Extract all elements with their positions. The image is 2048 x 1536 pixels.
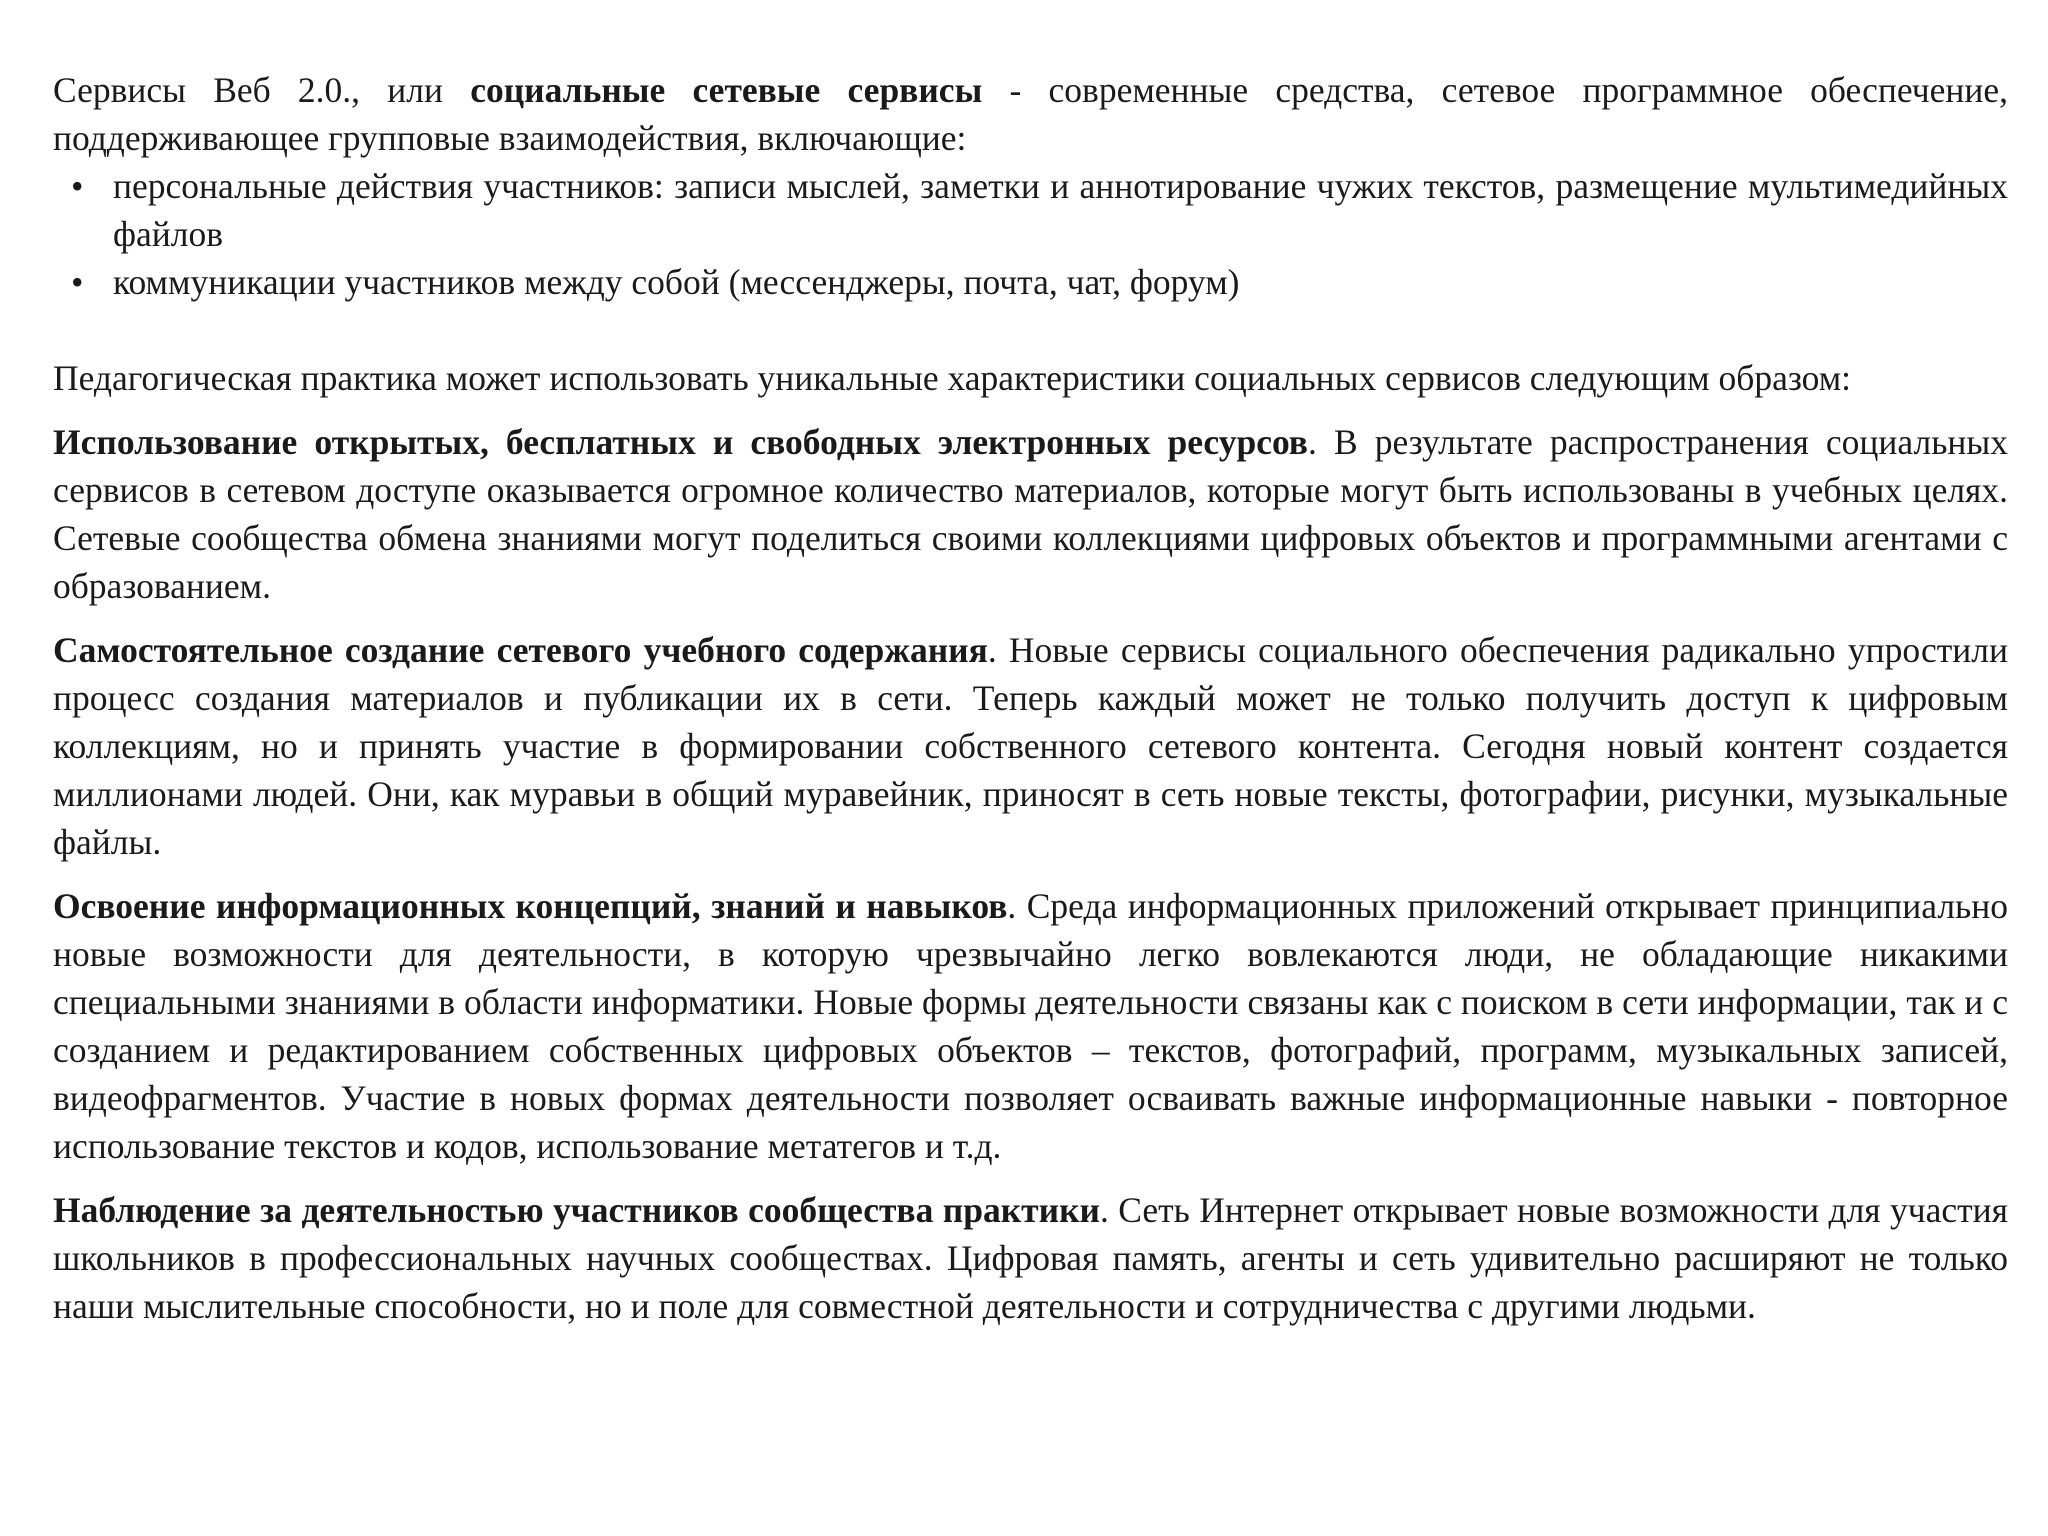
spacer bbox=[53, 866, 2008, 882]
bullet-icon: • bbox=[71, 262, 84, 302]
list-item-text: коммуникации участников между собой (мессенджеры, почта, чат, форум) bbox=[113, 262, 1240, 302]
list-item bbox=[53, 162, 2008, 258]
section-title: Использование открытых, бесплатных и свободных электронных ресурсов bbox=[53, 422, 1308, 462]
section-body: . Среда информационных приложений открывает принципиально новые возможности для деятельности, в которую чрезвычайно легко вовлекаются люди, не обладающие никакими специальными знаниями в области информатики. Новые формы деятельности связаны как с поиском в сети информации, так и с созданием и редактированием собственных цифровых объектов – текстов, фотографий, программ, музыкальных записей, видеофрагментов. Участие в новых формах деятельности позволяет осваивать важные информационные навыки - повторное использование текстов и кодов, использование метатегов и т.д. bbox=[53, 886, 2008, 1166]
section-paragraph-information-skills bbox=[53, 882, 2008, 1170]
list-item-text: персональные действия участников: записи мыслей, заметки и аннотирование чужих текстов, размещение мультимедийных файлов bbox=[113, 166, 2008, 254]
intro-bold-term: социальные сетевые сервисы bbox=[470, 70, 983, 110]
section-title: Самостоятельное создание сетевого учебного содержания bbox=[53, 630, 988, 670]
section-body: . В результате распространения социальных сервисов в сетевом доступе оказывается огромное количество материалов, которые могут быть использованы в учебных целях. Сетевые сообщества обмена знаниями могут поделиться своими коллекциями цифровых объектов и программными агентами с образованием. bbox=[53, 422, 2008, 606]
intro-paragraph bbox=[53, 66, 2008, 162]
bullet-icon: • bbox=[71, 166, 84, 206]
list-item bbox=[53, 258, 2008, 306]
section-title: Наблюдение за деятельностью участников сообщества практики bbox=[53, 1190, 1100, 1230]
section-paragraph-open-resources bbox=[53, 418, 2008, 610]
intro-text-start: Сервисы Веб 2.0., или bbox=[53, 70, 471, 110]
spacer bbox=[53, 610, 2008, 626]
section-body: . Новые сервисы социального обеспечения радикально упростили процесс создания материалов и публикации их в сети. Теперь каждый может не только получить доступ к цифровым коллекциям, но и принять участие в формировании собственного сетевого контента. Сегодня новый контент создается миллионами людей. Они, как муравьи в общий муравейник, приносят в сеть новые тексты, фотографии, рисунки, музыкальные файлы. bbox=[53, 630, 2008, 862]
spacer bbox=[53, 1170, 2008, 1186]
pedagogy-intro-paragraph: Педагогическая практика может использовать уникальные характеристики социальных сервисов следующим образом: bbox=[53, 358, 1852, 398]
bullet-list bbox=[53, 162, 2008, 306]
spacer bbox=[53, 402, 2008, 418]
intro-text-end: - современные средства, сетевое программное обеспечение, поддерживающее групповые взаимодействия, включающие: bbox=[53, 70, 2009, 158]
section-body: . Сеть Интернет открывает новые возможности для участия школьников в профессиональных научных сообществах. Цифровая память, агенты и сеть удивительно расширяют не только наши мыслительные способности, но и поле для совместной деятельности и сотрудничества с другими людьми. bbox=[53, 1190, 2008, 1326]
spacer bbox=[53, 306, 2008, 354]
section-title: Освоение информационных концепций, знаний и навыков bbox=[53, 886, 1008, 926]
section-paragraph-community-observation bbox=[53, 1186, 2008, 1330]
document-page bbox=[53, 66, 2008, 1330]
section-paragraph-content-creation bbox=[53, 626, 2008, 866]
